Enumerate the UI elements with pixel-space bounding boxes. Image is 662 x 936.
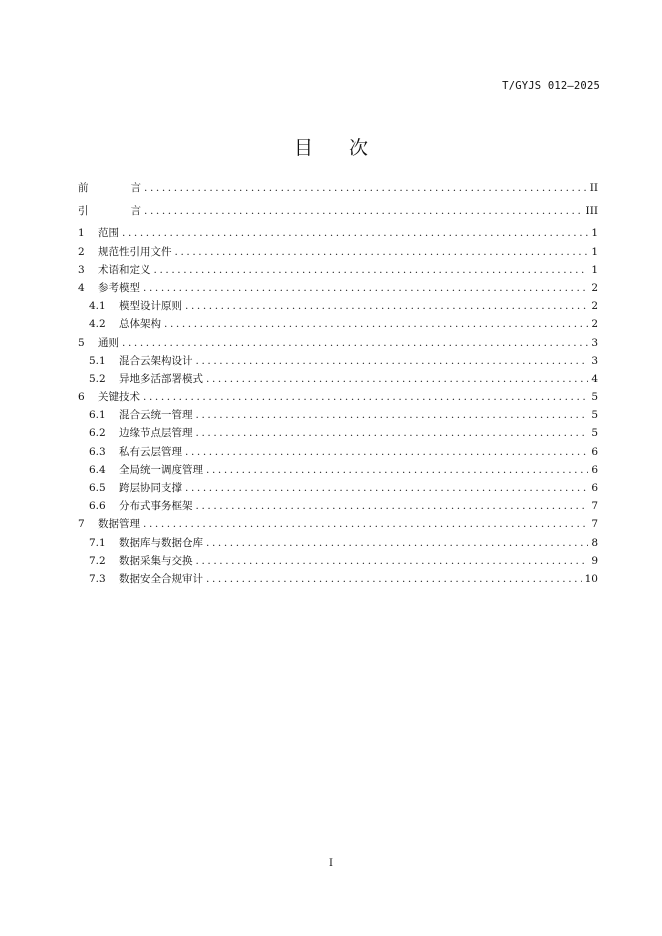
toc-page-number: 6 (591, 482, 598, 494)
toc-entry-number: 6.5 (89, 482, 106, 494)
title-char-2: 次 (349, 137, 369, 159)
toc-entry[interactable] (78, 298, 598, 316)
toc-entry-number: 6.1 (89, 409, 106, 422)
toc-front-label-char: 前 (78, 182, 89, 194)
toc-entry-label: 私有云层管理 (119, 445, 182, 458)
toc-page-number: 5 (591, 409, 598, 422)
toc-entry[interactable] (78, 335, 598, 353)
toc-page-number: II (589, 182, 598, 194)
toc-entry-label: 总体架构 (119, 318, 161, 331)
toc-entry-number: 6.6 (89, 500, 106, 513)
toc-leader-dots (196, 555, 589, 567)
toc-front-label-char: 言 (130, 204, 141, 217)
toc-entry-label: 混合云统一管理 (119, 409, 193, 422)
toc-entry-number: 4.2 (89, 318, 106, 331)
toc-entry-label: 全局统一调度管理 (119, 463, 203, 476)
toc-entry[interactable] (78, 389, 598, 407)
toc-entry-label: 数据管理 (98, 518, 140, 531)
toc-entry-number: 7.2 (89, 554, 106, 567)
toc-entry-number: 4 (78, 281, 85, 294)
toc-page-number: III (585, 204, 598, 217)
toc-entry[interactable] (78, 353, 598, 371)
toc-entry[interactable] (78, 498, 598, 516)
toc-page-number: 10 (584, 572, 598, 585)
toc-leader-dots (144, 205, 583, 217)
toc-leader-dots (206, 464, 588, 476)
toc-leader-dots (122, 337, 588, 349)
toc-page-number: 1 (591, 245, 598, 258)
toc-entry[interactable] (78, 480, 598, 498)
toc-page-number: 3 (591, 336, 598, 349)
toc-entry-label: 规范性引用文件 (98, 245, 172, 258)
toc-entry-label: 参考模型 (98, 281, 140, 294)
toc-entry-label: 范围 (98, 227, 119, 240)
toc-page-number: 8 (591, 536, 598, 549)
toc-leader-dots (154, 264, 589, 276)
toc-entry[interactable] (78, 553, 598, 571)
toc-entry-number: 2 (78, 245, 85, 258)
toc-entry-number: 3 (78, 263, 85, 276)
toc-leader-dots (206, 537, 588, 549)
toc-entry-number: 5.1 (89, 354, 106, 367)
toc-leader-dots (143, 391, 588, 403)
toc-entry[interactable] (78, 244, 598, 262)
toc-leader-dots (122, 227, 588, 239)
toc-page-number: 3 (591, 354, 598, 367)
toc-leader-dots (143, 518, 588, 530)
toc-entry[interactable] (78, 535, 598, 553)
toc-entry-number: 6.2 (89, 427, 106, 440)
document-code: T/GYJS 012—2025 (502, 80, 600, 92)
toc-entry-label: 数据库与数据仓库 (119, 536, 203, 549)
toc-entry-label: 术语和定义 (98, 263, 151, 276)
toc-entry-label: 数据安全合规审计 (119, 572, 203, 585)
toc-leader-dots (144, 182, 587, 194)
toc-front-label-char: 引 (78, 204, 89, 217)
toc-entry-label: 跨层协同支撑 (119, 482, 182, 494)
toc-entry-number: 1 (78, 227, 85, 240)
toc-page-number: 1 (591, 263, 598, 276)
toc-page-number: 1 (591, 227, 598, 240)
toc-page-number: 2 (591, 281, 598, 294)
toc-leader-dots (143, 282, 588, 294)
toc-leader-dots (164, 318, 588, 330)
toc-leader-dots (196, 409, 589, 421)
page-title (0, 133, 662, 160)
toc-front-item[interactable] (78, 203, 598, 226)
toc-page-number: 5 (591, 391, 598, 404)
toc-entry[interactable] (78, 425, 598, 443)
title-char-1: 目 (293, 137, 313, 159)
toc-page-number: 2 (591, 318, 598, 331)
toc-front-item[interactable] (78, 180, 598, 203)
toc-entry-label: 异地多活部署模式 (119, 372, 203, 385)
toc-entry-label: 混合云架构设计 (119, 354, 193, 367)
toc-entry-number: 7 (78, 518, 85, 531)
toc-page-number: 7 (591, 518, 598, 531)
toc-front-label (78, 203, 141, 218)
footer-page-number: I (329, 858, 333, 869)
toc-entry-number: 6 (78, 391, 85, 404)
toc-entry-number: 5.2 (89, 372, 106, 385)
toc-leader-dots (185, 300, 588, 312)
toc-page-number: 2 (591, 300, 598, 313)
toc-entry-label: 分布式事务框架 (119, 500, 193, 513)
toc-entry-label: 通则 (98, 336, 119, 349)
toc-entry-label: 数据采集与交换 (119, 554, 193, 567)
toc-entry[interactable] (78, 371, 598, 389)
toc-entry[interactable] (78, 462, 598, 480)
toc-entry[interactable] (78, 280, 598, 298)
toc-entry[interactable] (78, 225, 598, 243)
toc-entry-label: 模型设计原则 (119, 300, 182, 313)
toc-leader-dots (206, 373, 588, 385)
table-of-contents (78, 180, 598, 589)
toc-leader-dots (175, 246, 589, 258)
toc-page-number: 5 (591, 427, 598, 440)
toc-entry[interactable] (78, 516, 598, 534)
toc-entry-number: 7.1 (89, 536, 106, 549)
toc-entry-label: 边缘节点层管理 (119, 427, 193, 440)
toc-entry-label: 关键技术 (98, 391, 140, 404)
toc-page-number: 6 (591, 463, 598, 476)
toc-leader-dots (185, 446, 588, 458)
toc-leader-dots (206, 573, 582, 585)
toc-entry[interactable] (78, 571, 598, 589)
toc-entry-number: 6.3 (89, 445, 106, 458)
toc-entry[interactable] (78, 316, 598, 334)
toc-page-number: 4 (591, 372, 598, 385)
toc-entry-number: 7.3 (89, 572, 106, 585)
toc-leader-dots (196, 427, 589, 439)
toc-front-label (78, 180, 141, 195)
toc-entry[interactable] (78, 262, 598, 280)
toc-page-number: 6 (591, 445, 598, 458)
toc-leader-dots (196, 355, 589, 367)
toc-entry-number: 5 (78, 336, 85, 349)
toc-leader-dots (196, 500, 589, 512)
toc-page-number: 9 (591, 554, 598, 567)
toc-leader-dots (185, 482, 588, 494)
toc-front-label-char: 言 (130, 182, 141, 194)
toc-page-number: 7 (591, 500, 598, 513)
toc-entry[interactable] (78, 444, 598, 462)
toc-entry[interactable] (78, 407, 598, 425)
toc-entry-number: 4.1 (89, 300, 106, 313)
toc-entry-number: 6.4 (89, 463, 106, 476)
